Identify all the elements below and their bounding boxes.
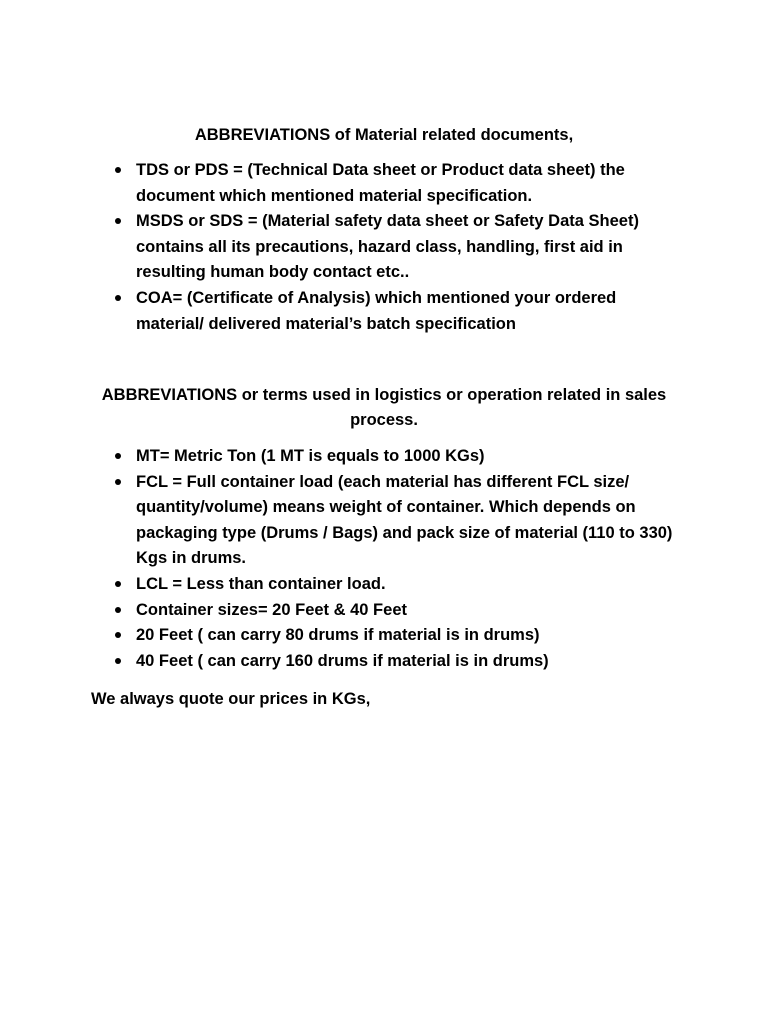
list-item-text: TDS or PDS = (Technical Data sheet or Product data sheet) the document which mentioned material specification. — [136, 161, 625, 205]
list-item-text: MT= Metric Ton (1 MT is equals to 1000 KGs) — [136, 447, 485, 465]
bullet-icon — [115, 167, 121, 173]
list-item — [136, 158, 676, 209]
bullet-icon — [115, 218, 121, 224]
list-item — [136, 444, 681, 470]
bullet-icon — [115, 658, 121, 664]
list-item — [136, 598, 681, 624]
section2-heading: ABBREVIATIONS or terms used in logistics or operation related in sales process. — [101, 386, 667, 429]
list-item — [136, 623, 681, 649]
list-item-text: COA= (Certificate of Analysis) which mentioned your ordered material/ delivered material’s batch specification — [136, 288, 617, 333]
bullet-icon — [115, 632, 121, 638]
bullet-icon — [115, 581, 121, 587]
list-item — [136, 572, 681, 598]
list-item-text: FCL = Full container load (each material has different FCL size/ quantity/volume) means weight of container. Which depends on packaging type (Drums / Bags) and pack size of material (110 to 330) Kgs in drums. — [136, 472, 673, 568]
list-item-text: 20 Feet ( can carry 80 drums if material is in drums) — [136, 626, 540, 645]
list-item — [136, 286, 676, 337]
list-item-text: 40 Feet ( can carry 160 drums if material is in drums) — [136, 651, 549, 670]
list-item — [136, 649, 681, 675]
list-item — [136, 470, 681, 572]
bullet-icon — [115, 479, 121, 485]
list-item — [136, 209, 676, 286]
section2-list — [136, 444, 681, 674]
bullet-icon — [115, 607, 121, 613]
closing-line: We always quote our prices in KGs, — [91, 690, 371, 708]
list-item-text: Container sizes= 20 Feet & 40 Feet — [136, 600, 407, 619]
bullet-icon — [115, 295, 121, 301]
bullet-icon — [115, 453, 121, 459]
section1-list — [136, 158, 676, 337]
list-item-text: MSDS or SDS = (Material safety data sheet or Safety Data Sheet) contains all its precautions, hazard class, handling, first aid in resulting human body contact etc.. — [136, 212, 639, 282]
section1-heading: ABBREVIATIONS of Material related documents, — [194, 126, 574, 144]
list-item-text: LCL = Less than container load. — [136, 574, 386, 593]
